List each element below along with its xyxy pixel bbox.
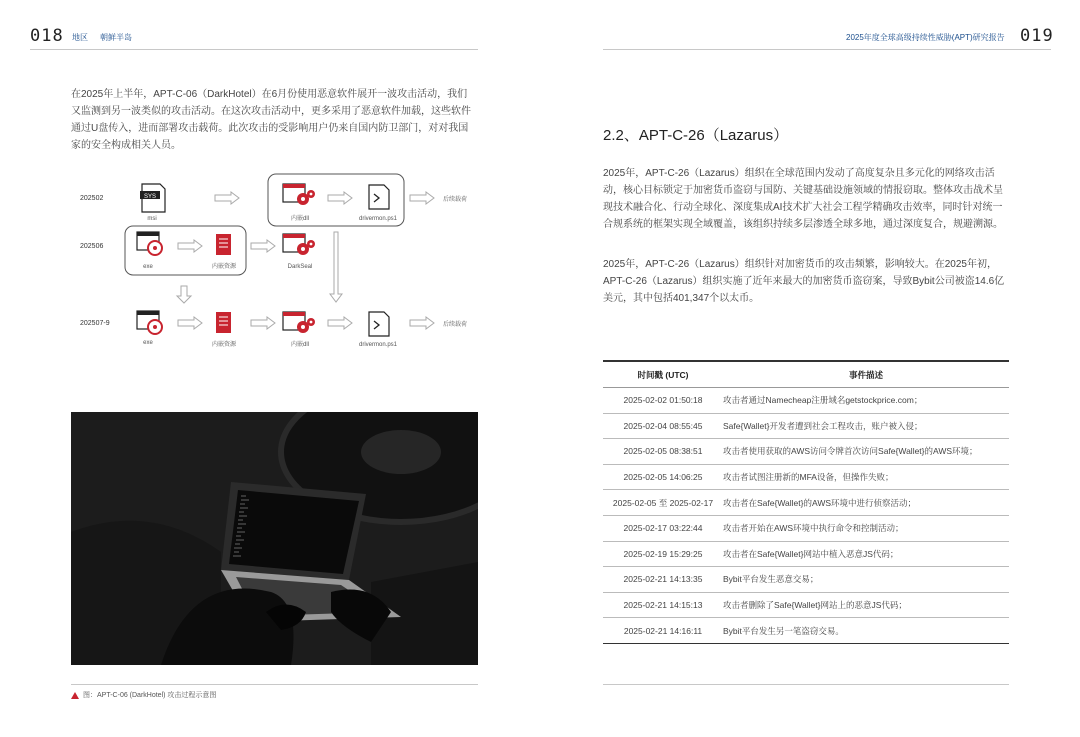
row-label-202507-9: 202507-9: [80, 320, 110, 327]
report-header-title: 2025年度全球高级持续性威胁(APT)研究报告: [846, 33, 1005, 42]
dll-gear-icon: [283, 184, 315, 205]
header-rule-right: [603, 49, 1051, 50]
caption-triangle-icon: [71, 692, 79, 699]
payload-label-row1: 后续载荷: [443, 197, 468, 203]
cell-time: 2025-02-21 14:13:35: [603, 567, 723, 593]
cell-event: 攻击者通过Namecheap注册域名getstockprice.com；: [723, 388, 1009, 414]
table-row: [603, 388, 1009, 414]
bybit-timeline-table: [603, 360, 1009, 644]
table-row: [603, 464, 1009, 490]
arrow-right-icon: [251, 240, 275, 252]
cell-time: 2025-02-02 01:50:18: [603, 388, 723, 414]
cell-time: 2025-02-05 08:38:51: [603, 439, 723, 465]
arrow-right-icon: [410, 317, 434, 329]
header-rule-left: [30, 49, 478, 50]
cell-time: 2025-02-21 14:16:11: [603, 618, 723, 644]
res-label-row2: 内嵌资源: [211, 264, 237, 270]
exe-bio-icon: [137, 311, 162, 334]
table-row: [603, 490, 1009, 516]
exe-label-row2: exe: [143, 264, 153, 270]
table-header-row: [603, 361, 1009, 388]
header-region-name: 朝鲜半岛: [100, 33, 132, 42]
arrow-down-icon: [330, 232, 342, 302]
table-row: [603, 541, 1009, 567]
header-description: 事件描述: [723, 361, 1009, 388]
section-title: 2.2、APT-C-26（Lazarus）: [603, 127, 789, 144]
arrow-right-icon: [178, 240, 202, 252]
hacker-laptop-photo: [71, 412, 478, 665]
cell-event: 攻击者开始在AWS环境中执行命令和控制活动；: [723, 515, 1009, 541]
msi-label: msi: [147, 216, 157, 222]
dll-gear-icon: [283, 312, 315, 333]
res-label-row3: 内嵌资源: [211, 342, 237, 348]
table-row: [603, 413, 1009, 439]
arrow-right-icon: [251, 317, 275, 329]
lazarus-paragraph-1: 2025年，APT-C-26（Lazarus）组织在全球范围内发动了高度复杂且多元化的网络攻击活动，核心目标锁定于加密货币盗窃与国防、关键基础设施领域的情报窃取。整体攻击战术呈现技术融合化、行动全球化、深度集成AI技术扩大社会工程学精确攻击效率，同时针对统一合规系统的框架实现全域覆盖，该组织持续多层渗透全球多地，通过深度复合，规避溯源。: [603, 168, 1003, 230]
caption-text: 图：APT-C-06 (DarkHotel) 攻击过程示意图: [83, 692, 217, 699]
lazarus-paragraph-2: 2025年，APT-C-26（Lazarus）组织针对加密货币的攻击频繁，影响较大。在2025年初，APT-C-26（Lazarus）组织实施了近年来最大的加密货币盗窃案，导致Bybit公司被盗14.6亿美元，其中包括401,347个以太币。: [603, 259, 1005, 304]
cell-event: Bybit平台发生另一笔盗窃交易。: [723, 618, 1009, 644]
arrow-right-icon: [410, 192, 434, 204]
table-row: [603, 439, 1009, 465]
exe-label-row3: exe: [143, 340, 153, 346]
resource-doc-icon: [216, 234, 231, 255]
table-row: [603, 618, 1009, 644]
sys-badge-text: SYS: [143, 194, 157, 200]
ps1-label-row3: drivermon.ps1: [358, 342, 398, 348]
header-timestamp: 时间戳 (UTC): [603, 361, 723, 388]
photo-caption: [71, 690, 216, 700]
row-label-202502: 202502: [80, 195, 104, 202]
exe-bio-icon: [137, 232, 162, 255]
header-region-label: 地区: [72, 33, 88, 42]
cell-time: 2025-02-05 至 2025-02-17: [603, 490, 723, 516]
attack-flow-diagram: [70, 168, 480, 358]
table-row: [603, 592, 1009, 618]
table-row: [603, 567, 1009, 593]
intro-paragraph: 在2025年上半年，APT-C-06（DarkHotel）在6月份使用恶意软件展开一波攻击活动，我们又监测到另一波类似的攻击活动。在这次攻击活动中，更多采用了恶意软件加载，这些软件通过U盘传入，进而部署攻击载荷。此次攻击的受影响用户仍来自国内防卫部门，对对我国家的安全构成相关人员。: [71, 89, 471, 151]
darkseal-label: DarkSeal: [287, 264, 313, 270]
ps1-label-row1: drivermon.ps1: [358, 216, 398, 222]
cell-event: 攻击者删除了Safe{Wallet}网站上的恶意JS代码；: [723, 592, 1009, 618]
msi-file-icon: [140, 184, 165, 212]
arrow-right-icon: [328, 317, 352, 329]
cell-time: 2025-02-05 14:06:25: [603, 464, 723, 490]
cell-event: Safe{Wallet}开发者遭到社会工程攻击，账户被入侵；: [723, 413, 1009, 439]
page-number-right: 019: [1020, 26, 1054, 46]
cell-event: 攻击者试图注册新的MFA设备，但操作失败；: [723, 464, 1009, 490]
cell-event: Bybit平台发生恶意交易；: [723, 567, 1009, 593]
cell-event: 攻击者使用获取的AWS访问令牌首次访问Safe{Wallet}的AWS环境；: [723, 439, 1009, 465]
resource-doc-icon: [216, 312, 231, 333]
payload-label-row3: 后续载荷: [443, 322, 468, 328]
arrow-right-icon: [328, 192, 352, 204]
cell-time: 2025-02-21 14:15:13: [603, 592, 723, 618]
dll-label-row1: 内嵌dll: [290, 216, 310, 222]
cell-time: 2025-02-04 08:55:45: [603, 413, 723, 439]
table-row: [603, 515, 1009, 541]
arrow-right-icon: [215, 192, 239, 204]
arrow-down-icon: [177, 286, 191, 303]
cell-time: 2025-02-19 15:29:25: [603, 541, 723, 567]
darkseal-gear-icon: [283, 234, 315, 255]
powershell-script-icon: [369, 312, 389, 336]
powershell-script-icon: [369, 185, 389, 209]
page-number-left: 018: [30, 26, 64, 46]
cell-event: 攻击者在Safe{Wallet}的AWS环境中进行侦察活动；: [723, 490, 1009, 516]
footer-rule-left: [71, 684, 478, 685]
row-label-202506: 202506: [80, 243, 104, 250]
arrow-right-icon: [178, 317, 202, 329]
cell-time: 2025-02-17 03:22:44: [603, 515, 723, 541]
dll-label-row3: 内嵌dll: [290, 342, 310, 348]
footer-rule-right: [603, 684, 1009, 685]
cell-event: 攻击者在Safe{Wallet}网站中植入恶意JS代码；: [723, 541, 1009, 567]
